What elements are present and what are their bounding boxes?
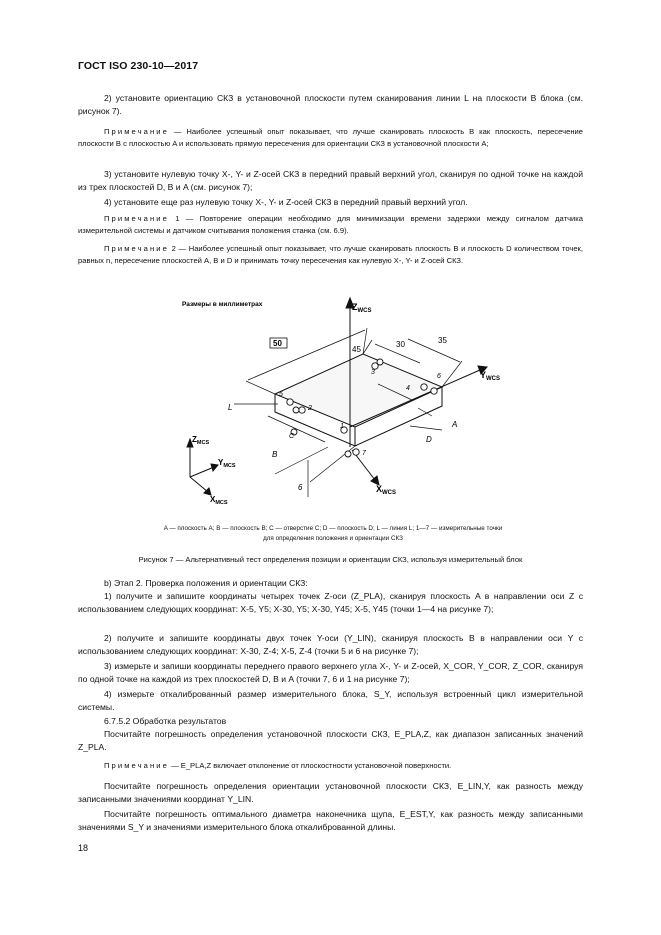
note-label: Примечание bbox=[104, 761, 169, 770]
paragraph-step2: 2) установите ориентацию СКЗ в установочной плоскости путем сканирования линии L на плоскости B блока (см. рисунок 7). bbox=[78, 93, 583, 116]
note-1 bbox=[78, 126, 583, 150]
note-text: — Наиболее успешный опыт показывает, что лучше сканировать плоскость B как плоскость, пересечение плоскости B с плоскостью A и использовать прямую пересечения для ориентации СКЗ в установочной плоскости A; bbox=[78, 127, 583, 148]
stage2-item-4: 4) измерьте откалиброванный размер измерительного блока, S_Y, используя встроенный цикл измерительной системы. bbox=[78, 689, 583, 712]
y-mcs-label: $Y_{MCS}$ bbox=[218, 458, 236, 469]
dim-35: 35 bbox=[438, 336, 447, 345]
stage2-item-2: 2) получите и запишите координаты двух точек Y-оси (Y_LIN), сканируя плоскость B в направлении оси Y с использованием следующих координат: X-30, Z-4; X-5, Z-4 (точки 5 и 6 на рисунке 7); bbox=[78, 633, 583, 656]
result-plane-error: Посчитайте погрешность определения установочной плоскости СКЗ, E_PLA,Z, как диапазон записанных значений Z_PLA. bbox=[78, 729, 583, 752]
paragraph-step3: 3) установите нулевую точку X-, Y- и Z-осей СКЗ в передний правый верхний угол, сканируя по одной точке на каждой из трех плоскостей D, B и A (см. рисунок 7); bbox=[78, 169, 583, 192]
dim-30: 30 bbox=[396, 340, 405, 349]
stage2-title: b) Этап 2. Проверка положения и ориентации СКЗ: bbox=[104, 578, 308, 588]
paragraph-step4: 4) установите еще раз нулевую точку X-, Y- и Z-осей СКЗ в передний правый верхний угол. bbox=[104, 197, 468, 207]
label-plane-d: D bbox=[426, 435, 432, 444]
legend-line-2: для определения положения и ориентации СКЗ bbox=[263, 535, 403, 542]
figure-caption: Рисунок 7 — Альтернативный тест определения позиции и ориентации СКЗ, используя измерительный блок bbox=[138, 555, 523, 564]
x-mcs-label: $X_{MCS}$ bbox=[210, 495, 228, 506]
dim-45: 45 bbox=[352, 345, 361, 354]
legend-line-1: A — плоскость A; B — плоскость B; C — отверстие C; D — плоскость D; L — линия L; 1—7 — измерительные точки bbox=[163, 525, 503, 532]
stage2-item-3: 3) измерьте и запиши координаты переднего правого верхнего угла X-, Y- и Z-осей, X_COR, Y_COR, Z_COR, сканируя по одной точке на каждой из трех плоскостей D, B и A (точки 7, 6 и 1 на рисунке 7); bbox=[78, 661, 583, 684]
note-4 bbox=[78, 760, 583, 772]
note-text: 1 — Повторение операции необходимо для минимизации времени задержки между сигналом датчика измерительной системы и датчиком считывания положения станка (см. 6.9). bbox=[78, 214, 583, 235]
point-2: 2 bbox=[308, 405, 312, 412]
z-mcs-label: $Z_{MCS}$ bbox=[192, 435, 210, 446]
document-header: ГОСТ ISO 230-10—2017 bbox=[78, 60, 199, 72]
page-number: 18 bbox=[78, 843, 89, 853]
figure-legend bbox=[98, 524, 568, 544]
y-wcs-label: $Y_{WCS}$ bbox=[480, 370, 501, 382]
note-3 bbox=[78, 243, 583, 267]
figure-7-diagram bbox=[180, 292, 510, 510]
label-hole-c: C bbox=[289, 433, 295, 440]
label-plane-b: B bbox=[272, 450, 278, 459]
point-4: 4 bbox=[406, 385, 410, 392]
dim-50: 50 bbox=[273, 339, 282, 348]
note-label: Примечание bbox=[104, 127, 169, 136]
dims-note: Размеры в миллиметрах bbox=[182, 301, 263, 308]
x-wcs-label: $X_{WCS}$ bbox=[376, 484, 397, 496]
point-7: 7 bbox=[362, 450, 366, 457]
section-heading: 6.7.5.2 Обработка результатов bbox=[104, 716, 227, 726]
mcs-axes bbox=[187, 439, 218, 495]
note-text: 2 — Наиболее успешный опыт показывает, что лучше сканировать плоскость B и плоскость D количеством точек, равных n, пересечение плоскостей A, B и D и принимать точку пересечения как нулевую X-, Y- и Z-осей СКЗ. bbox=[78, 244, 583, 265]
point-6: 6 bbox=[437, 373, 441, 380]
point-3: 3 bbox=[371, 369, 375, 376]
note-text: — E_PLA,Z включает отклонение от плоскостности установочной поверхности. bbox=[168, 761, 452, 770]
note-label: Примечание bbox=[104, 214, 169, 223]
note-2 bbox=[78, 213, 583, 237]
dim-6: 6 bbox=[298, 483, 303, 492]
z-wcs-label: $Z_{WCS}$ bbox=[352, 302, 372, 314]
label-plane-a: A bbox=[452, 420, 458, 429]
point-1: 1 bbox=[340, 423, 344, 430]
result-orientation-error: Посчитайте погрешность определения ориентации установочной плоскости СКЗ, E_LIN,Y, как разность между записанными значениями координат Y_LIN. bbox=[78, 781, 583, 804]
point-5: 5 bbox=[279, 391, 283, 398]
result-stylus-error: Посчитайте погрешность оптимального диаметра наконечника щупа, E_EST,Y, как разность между записанными значениями S_Y и значениями измерительного блока откалиброванной длины. bbox=[78, 809, 583, 832]
label-line-l: L bbox=[228, 403, 233, 412]
stage2-item-1: 1) получите и запишите координаты четырех точек Z-оси (Z_PLA), сканируя плоскость A в направлении оси Z с использованием следующих координат: X-5, Y5; X-30, Y5; X-30, Y45; X-5, Y45 (точки 1—4 на рисунке 7); bbox=[78, 591, 583, 614]
note-label: Примечание bbox=[104, 244, 169, 253]
measuring-block bbox=[275, 354, 442, 446]
